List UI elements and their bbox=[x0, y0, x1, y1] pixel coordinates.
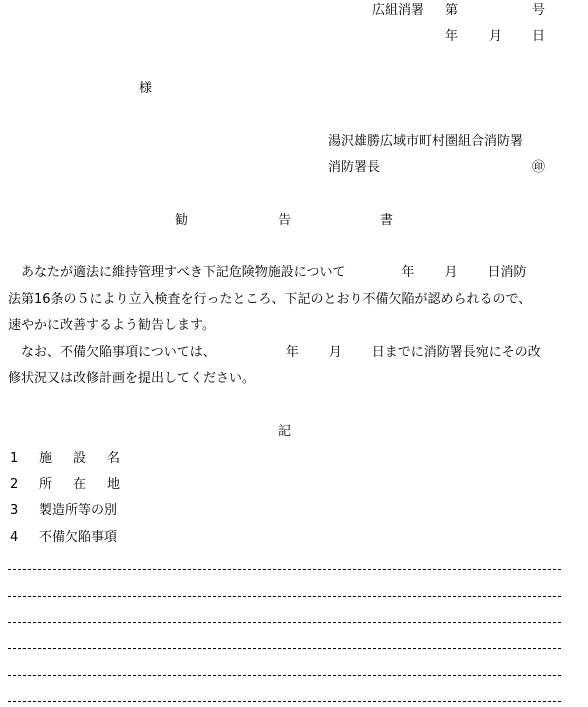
date-year-label: 年 bbox=[445, 29, 459, 44]
document-title-char: 告 bbox=[278, 213, 292, 228]
list-item-number: 2 bbox=[10, 477, 19, 492]
list-item-label: 所在地 bbox=[39, 477, 142, 492]
document-title-char: 勧 bbox=[175, 213, 189, 228]
body-line: 法第16条の５により立入検査を行ったところ、下記のとおり不備欠陥が認められるので、 bbox=[8, 292, 532, 307]
addressee-honorific: 様 bbox=[139, 81, 153, 96]
body-line: 速やかに改善するよう勧告します。 bbox=[8, 318, 215, 333]
body-year: 年 bbox=[401, 265, 415, 280]
seal-mark: ㊞ bbox=[532, 160, 546, 175]
document-number-prefix: 第 bbox=[445, 3, 459, 18]
list-item-label: 施設名 bbox=[39, 451, 142, 466]
body-month: 月 bbox=[444, 265, 458, 280]
notes-heading: 記 bbox=[278, 424, 292, 439]
document-title-char: 書 bbox=[380, 213, 394, 228]
dashed-rule-line bbox=[8, 701, 561, 702]
list-item-label: 不備欠陥事項 bbox=[39, 530, 118, 545]
list-item-number: 3 bbox=[10, 503, 19, 518]
dashed-rule-line bbox=[8, 622, 561, 623]
dashed-rule-line bbox=[8, 648, 561, 649]
document-number-suffix: 号 bbox=[532, 3, 546, 18]
body-line: 修状況又は改修計画を提出してください。 bbox=[8, 371, 256, 386]
body-text: あなたが適法に維持管理すべき下記危険物施設について bbox=[21, 265, 346, 280]
date-day-label: 日 bbox=[532, 29, 546, 44]
body-text: 日までに消防署長宛にその改 bbox=[371, 345, 541, 360]
list-item-number: 4 bbox=[10, 530, 19, 545]
body-line bbox=[8, 265, 527, 281]
document-number-label: 広組消署 bbox=[372, 3, 425, 18]
body-year: 年 bbox=[285, 345, 299, 360]
list-item-number: 1 bbox=[10, 451, 19, 466]
dashed-rule-line bbox=[8, 675, 561, 676]
body-text: 日消防 bbox=[487, 265, 527, 280]
sender-title: 消防署長 bbox=[328, 160, 381, 175]
list-item-label: 製造所等の別 bbox=[39, 503, 118, 518]
dashed-rule-line bbox=[8, 569, 561, 570]
body-line bbox=[8, 345, 541, 361]
dashed-rule-line bbox=[8, 596, 561, 597]
body-text: なお、不備欠陥事項については、 bbox=[21, 345, 216, 360]
sender-organization: 湯沢雄勝広域市町村圏組合消防署 bbox=[328, 134, 524, 149]
date-month-label: 月 bbox=[489, 29, 503, 44]
body-month: 月 bbox=[328, 345, 342, 360]
